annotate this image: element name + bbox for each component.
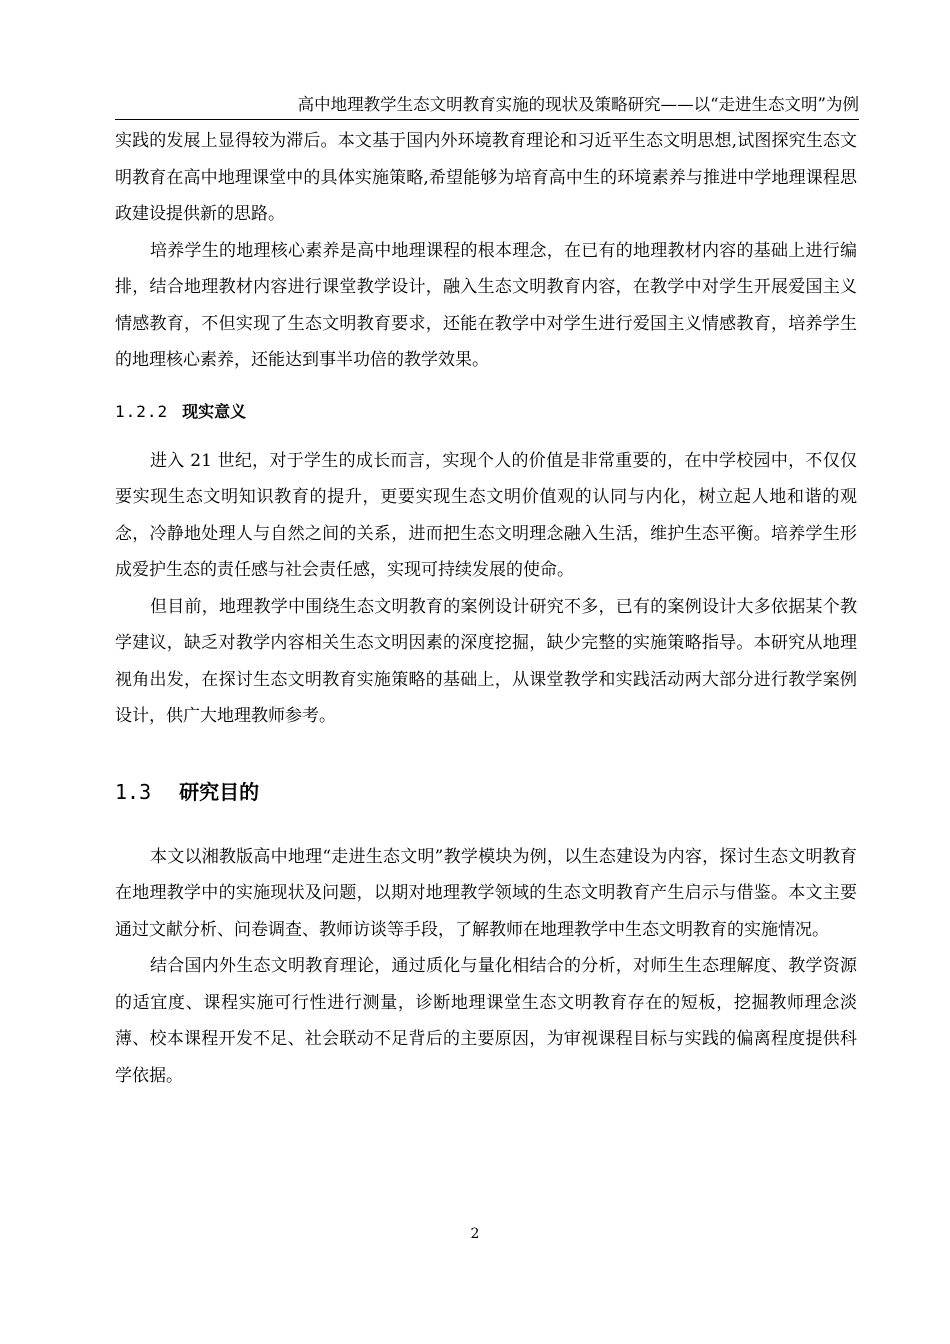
- section-number: 1.2.2: [115, 401, 169, 421]
- page-number: 2: [470, 1226, 480, 1242]
- body-paragraph: 但目前，地理教学中围绕生态文明教育的案例设计研究不多，已有的案例设计大多依据某个教学建议，缺乏对教学内容相关生态文明因素的深度挖掘，缺少完整的实施策略指导。本研究从地理视角出发，在探讨生态文明教育实施策略的基础上，从课堂教学和实践活动两大部分进行教学案例设计，供广大地理教师参考。: [115, 596, 857, 726]
- body-paragraph: 结合国内外生态文明教育理论，通过质化与量化相结合的分析，对师生生态理解度、教学资源的适宜度、课程实施可行性进行测量，诊断地理课堂生态文明教育存在的短板，挖掘教师理念淡薄、校本课程开发不足、社会联动不足背后的主要原因，为审视课程目标与实践的偏离程度提供科学依据。: [115, 956, 857, 1086]
- running-header: 高中地理教学生态文明教育实施的现状及策略研究——以“走进生态文明”为例: [115, 91, 859, 120]
- section-title: 现实意义: [182, 401, 247, 421]
- section-number: 1.3: [115, 779, 152, 804]
- body-paragraph: 培养学生的地理核心素养是高中地理课程的根本理念，在已有的地理教材内容的基础上进行编排，结合地理教材内容进行课堂教学设计，融入生态文明教育内容，在教学中对学生开展爱国主义情感教育，不但实现了生态文明教育要求，还能在教学中对学生进行爱国主义情感教育，培养学生的地理核心素养，还能达到事半功倍的教学效果。: [115, 240, 857, 370]
- section-title: 研究目的: [179, 779, 260, 804]
- section-heading-1-3: [115, 779, 857, 805]
- body-paragraph: 实践的发展上显得较为滞后。本文基于国内外环境教育理论和习近平生态文明思想,试图探究生态文明教育在高中地理课堂中的具体实施策略,希望能够为培育高中生的环境素养与推进中学地理课程思政建设提供新的思路。: [115, 131, 857, 224]
- body-paragraph: 进入 21 世纪，对于学生的成长而言，实现个人的价值是非常重要的，在中学校园中，不仅仅要实现生态文明知识教育的提升，更要实现生态文明价值观的认同与内化，树立起人地和谐的观念，冷静地处理人与自然之间的关系，进而把生态文明理念融入生活，维护生态平衡。培养学生形成爱护生态的责任感与社会责任感，实现可持续发展的使命。: [115, 450, 857, 580]
- section-heading-1-2-2: [115, 401, 857, 423]
- body-paragraph: 本文以湘教版高中地理“走进生态文明”教学模块为例，以生态建设为内容，探讨生态文明教育在地理教学中的实施现状及问题，以期对地理教学领域的生态文明教育产生启示与借鉴。本文主要通过文献分析、问卷调查、教师访谈等手段，了解教师在地理教学中生态文明教育的实施情况。: [115, 846, 857, 940]
- page-body: [115, 123, 857, 1094]
